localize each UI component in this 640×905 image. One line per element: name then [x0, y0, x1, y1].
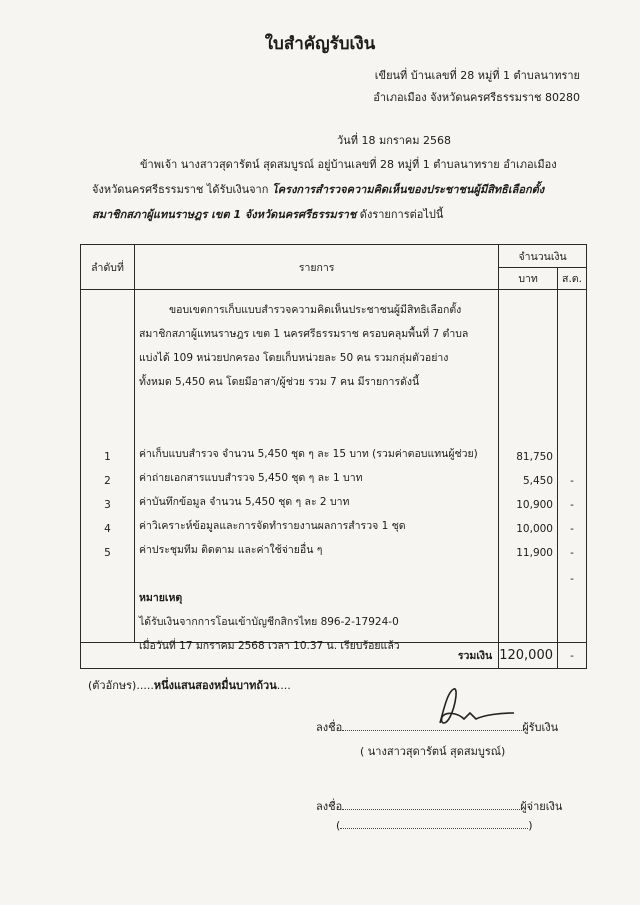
- satang-column: [558, 290, 587, 643]
- item-description: ค่าบันทึกข้อมูล จำนวน 5,450 ชุด ๆ ละ 2 บาท: [139, 496, 350, 508]
- item-baht: 11,900: [516, 547, 553, 559]
- item-baht: 10,900: [516, 499, 553, 511]
- items-table: [80, 244, 587, 669]
- intro-paragraph: [92, 152, 602, 227]
- intro-line-3: สมาชิกสภาผู้แทนราษฎร เขต 1 จังหวัดนครศรีธรรมราช ดังรายการต่อไปนี้: [92, 208, 444, 221]
- item-no: 5: [104, 547, 111, 559]
- header-amount: จำนวนเงิน: [499, 245, 587, 268]
- item-no: 4: [104, 523, 111, 535]
- total-baht: 120,000: [499, 643, 558, 669]
- scope-line: สมาชิกสภาผู้แทนราษฎร เขต 1 นครศรีธรรมราช ครอบคลุมพื้นที่ 7 ตำบล: [139, 328, 469, 340]
- receiver-role: ผู้รับเงิน: [522, 721, 559, 734]
- header-no: ลำดับที่: [81, 245, 135, 290]
- item-baht: 10,000: [516, 523, 553, 535]
- header-baht: บาท: [499, 268, 558, 290]
- item-description: ค่าประชุมทีม ติดตาม และค่าใช้จ่ายอื่น ๆ: [139, 544, 323, 556]
- item-no: 2: [104, 475, 111, 487]
- note-line-2: เมื่อวันที่ 17 มกราคม 2568 เวลา 10.37 น. เรียบร้อยแล้ว: [139, 640, 400, 652]
- header-description: รายการ: [135, 245, 499, 290]
- item-baht: 81,750: [516, 451, 553, 463]
- note-title: หมายเหตุ: [139, 592, 183, 604]
- project-name-part-2: สมาชิกสภาผู้แทนราษฎร เขต 1 จังหวัดนครศรีธรรมราช: [92, 208, 357, 221]
- header-satang: ส.ต.: [558, 268, 587, 290]
- item-satang: -: [570, 547, 574, 559]
- receipt-date: วันที่ 18 มกราคม 2568: [337, 134, 452, 147]
- handwritten-signature: [418, 683, 518, 733]
- scope-text: [139, 298, 499, 658]
- amount-words-value: หนึ่งแสนสองหมื่นบาทถ้วน: [153, 679, 277, 692]
- item-satang: -: [570, 523, 574, 535]
- receiver-sign-label: ลงชื่อ: [316, 721, 343, 734]
- extra-dash: -: [570, 573, 574, 585]
- item-no: 3: [104, 499, 111, 511]
- intro-line-2: จังหวัดนครศรีธรรมราช ได้รับเงินจาก โครงการสำรวจความคิดเห็นของประชาชนผู้มีสิทธิเลือกตั้ง: [92, 183, 545, 196]
- item-description: ค่าเก็บแบบสำรวจ จำนวน 5,450 ชุด ๆ ละ 15 บาท (รวมค่าตอบแทนผู้ช่วย): [139, 448, 478, 460]
- item-baht: 5,450: [522, 475, 553, 487]
- payer-signature-row: [316, 797, 562, 815]
- note-line-1: ได้รับเงินจากการโอนเข้าบัญชีกสิกรไทย 896-2-17924-0: [139, 616, 399, 628]
- payer-sign-label: ลงชื่อ: [316, 800, 343, 813]
- receiver-name: ( นางสาวสุดารัตน์ สุดสมบูรณ์): [360, 745, 506, 758]
- payer-name: ( ): [336, 819, 533, 832]
- amount-in-words: (ตัวอักษร).....หนึ่งแสนสองหมื่นบาทถ้วน....: [88, 679, 291, 692]
- scope-line: แบ่งได้ 109 หน่วยปกครอง โดยเก็บหน่วยละ 50 คน รวมกลุ่มตัวอย่าง: [139, 352, 449, 364]
- scope-line: ทั้งหมด 5,450 คน โดยมีอาสา/ผู้ช่วย รวม 7 คน มีรายการดังนี้: [139, 376, 420, 388]
- description-column: [135, 290, 499, 652]
- payer-role: ผู้จ่ายเงิน: [520, 800, 563, 813]
- total-satang: -: [558, 643, 587, 669]
- item-no: 1: [104, 451, 111, 463]
- intro-line-1: ข้าพเจ้า นางสาวสุดารัตน์ สุดสมบูรณ์ อยู่บ้านเลขที่ 28 หมู่ที่ 1 ตำบลนาทราย อำเภอเมือง: [140, 158, 557, 171]
- address-line-2: อำเภอเมือง จังหวัดนครศรีธรรมราช 80280: [373, 91, 580, 104]
- item-description: ค่าถ่ายเอกสารแบบสำรวจ 5,450 ชุด ๆ ละ 1 บาท: [139, 472, 363, 484]
- document-title: ใบสำคัญรับเงิน: [264, 34, 376, 54]
- scope-line: ขอบเขตการเก็บแบบสำรวจความคิดเห็นประชาชนผู้มีสิทธิเลือกตั้ง: [169, 304, 462, 316]
- project-name-part-1: โครงการสำรวจความคิดเห็นของประชาชนผู้มีสิทธิเลือกตั้ง: [271, 183, 545, 196]
- total-label: รวมเงิน: [81, 643, 499, 669]
- address-line-1: เขียนที่ บ้านเลขที่ 28 หมู่ที่ 1 ตำบลนาทราย: [374, 69, 580, 82]
- baht-column: [499, 290, 558, 643]
- item-satang: -: [570, 499, 574, 511]
- no-column: [81, 290, 135, 643]
- item-description: ค่าวิเคราะห์ข้อมูลและการจัดทำรายงานผลการสำรวจ 1 ชุด: [139, 520, 406, 532]
- item-satang: -: [570, 475, 574, 487]
